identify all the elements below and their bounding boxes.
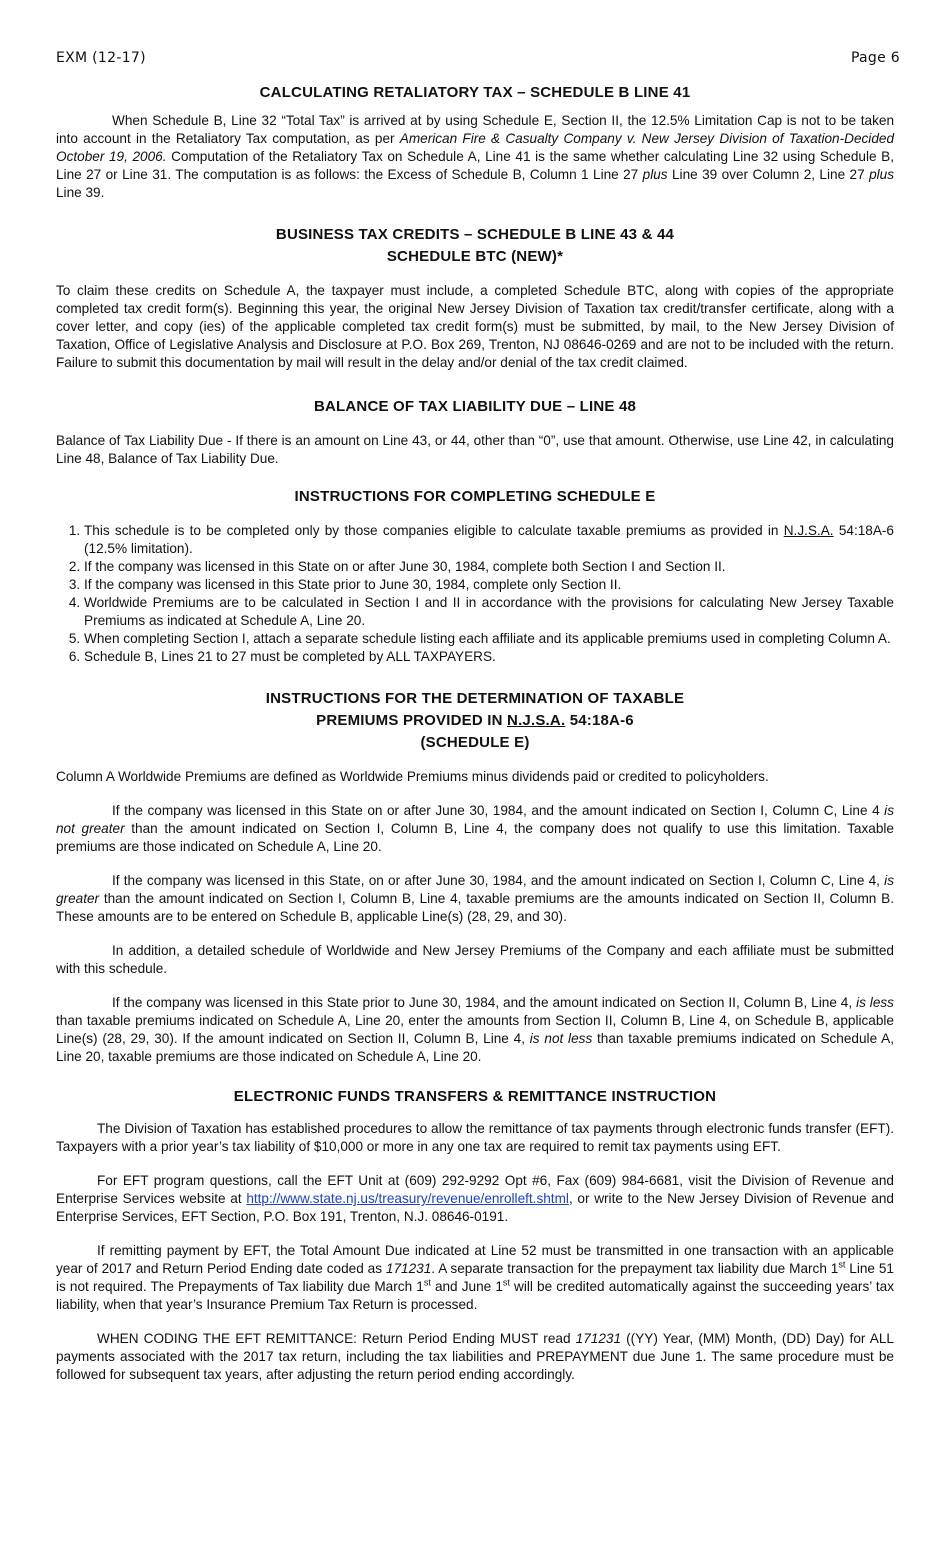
list-item	[84, 522, 894, 558]
item1-text-a: This schedule is to be completed only by those companies eligible to calculate taxable premiums as provided in	[84, 523, 784, 538]
item1-text-b: 54:18A-6 (12.5% limitation).	[84, 523, 894, 556]
eft-p3-sup-1: st	[838, 1259, 846, 1270]
form-id: EXM (12-17)	[56, 50, 146, 66]
list-item: 4. Worldwide Premiums are to be calculated in Section I and II in accordance with the provisions for calculating New Jersey Taxable Premiums as indicated at Schedule A, Line 20.	[84, 594, 894, 630]
list-item: 5. When completing Section I, attach a separate schedule listing each affiliate and its applicable premiums used in completing Column A.	[84, 630, 894, 648]
determination-heading	[56, 688, 894, 754]
page-number: Page 6	[850, 50, 900, 66]
balance-heading: BALANCE OF TAX LIABILITY DUE – LINE 48	[313, 398, 637, 415]
retaliatory-paragraph	[56, 112, 894, 202]
btc-heading-line1: BUSINESS TAX CREDITS – SCHEDULE B LINE 43 & 44	[275, 226, 675, 243]
determination-paragraph-4	[56, 994, 894, 1066]
item1-statute: N.J.S.A.	[783, 523, 834, 538]
determination-definition: Column A Worldwide Premiums are defined as Worldwide Premiums minus dividends paid or credited to policyholders.	[56, 769, 769, 784]
eft-p2-text-b: , or write to the New Jersey Division of Revenue and Enterprise Services, EFT Section, P.O. Box 191, Trenton, N.J. 08646-0191.	[56, 1191, 894, 1224]
retaliatory-case-name: American Fire & Casualty Company v. New Jersey Division of Taxation-Decided October 19, 2006.	[56, 131, 894, 164]
btc-paragraph: To claim these credits on Schedule A, the taxpayer must include, a completed Schedule BTC, along with copies of the appropriate completed tax credit form(s). Beginning this year, the original New Jersey Division of Taxation tax credit/transfer certificate, along with a cover letter, and copy (ies) of the applicable completed tax credit form(s) must be submitted, by mail, to the New Jersey Division of Taxation, Office of Legislative Analysis and Disclosure at P.O. Box 269, Trenton, NJ 08646-0269 and are not to be included with the return. Failure to submit this documentation by mail will result in the delay and/or denial of the tax credit claimed.	[56, 283, 894, 370]
retaliatory-plus-2: plus	[869, 167, 894, 182]
eft-heading: ELECTRONIC FUNDS TRANSFERS & REMITTANCE INSTRUCTION	[233, 1088, 717, 1105]
eft-paragraph-4	[56, 1330, 894, 1384]
eft-paragraph-1: The Division of Taxation has established procedures to allow the remittance of tax payments through electronic funds transfer (EFT). Taxpayers with a prior year’s tax liability of $10,000 or more in any one tax are required to remit tax payments using EFT.	[56, 1121, 894, 1154]
det-p4-text-a: If the company was licensed in this State prior to June 30, 1984, and the amount indicated on Section II, Column B, Line 4,	[112, 995, 857, 1010]
determination-heading-line2	[56, 710, 894, 732]
determination-heading-statute: N.J.S.A.	[507, 712, 566, 729]
retaliatory-text-c: Line 39 over Column 2, Line 27	[667, 167, 870, 182]
list-item: 6. Schedule B, Lines 21 to 27 must be completed by ALL TAXPAYERS.	[84, 648, 894, 666]
eft-p3-text-a: If remitting payment by EFT, the Total Amount Due indicated at Line 52 must be transmitted in one transaction with an applicable year of 2017 and Return Period Ending date coded as	[56, 1243, 894, 1276]
eft-p3-sup-3: st	[502, 1277, 510, 1288]
list-item: 3. If the company was licensed in this State prior to June 30, 1984, complete only Section II.	[84, 576, 894, 594]
eft-p3-text-d: and June 1	[430, 1279, 503, 1294]
btc-heading	[56, 224, 894, 268]
eft-website-link[interactable]: http://www.state.nj.us/treasury/revenue/enrolleft.shtml	[246, 1191, 569, 1206]
det-p2-emphasis: is greater	[56, 873, 894, 906]
det-p2-text-b: than the amount indicated on Section I, Column B, Line 4, taxable premiums are the amounts indicated on Section II, Column B. These amounts are to be entered on Schedule B, applicable Line(s) (28, 29, and 30).	[56, 891, 894, 924]
eft-paragraph-2	[56, 1172, 894, 1226]
det-p2-text-a: If the company was licensed in this State, on or after June 30, 1984, and the amount indicated on Section I, Column C, Line 4,	[112, 873, 885, 888]
det-p4-emphasis-2: is not less	[529, 1031, 593, 1046]
determination-heading-text-a: PREMIUMS PROVIDED IN	[316, 712, 508, 729]
determination-heading-line1: INSTRUCTIONS FOR THE DETERMINATION OF TAXABLE	[265, 690, 685, 707]
det-p1-text-a: If the company was licensed in this State on or after June 30, 1984, and the amount indicated on Section I, Column C, Line 4	[112, 803, 885, 818]
det-p1-emphasis: is not greater	[56, 803, 894, 836]
balance-paragraph: Balance of Tax Liability Due - If there is an amount on Line 43, or 44, other than “0”, use that amount. Otherwise, use Line 42, in calculating Line 48, Balance of Tax Liability Due.	[56, 433, 894, 466]
schedule-e-heading: INSTRUCTIONS FOR COMPLETING SCHEDULE E	[294, 488, 656, 505]
list-item: 2. If the company was licensed in this State on or after June 30, 1984, complete both Section I and Section II.	[84, 558, 894, 576]
determination-heading-line3: (SCHEDULE E)	[420, 734, 530, 751]
schedule-e-list	[56, 522, 894, 666]
retaliatory-text-a: When Schedule B, Line 32 “Total Tax” is arrived at by using Schedule E, Section II, the 12.5% Limitation Cap is not to be taken into account in the Retaliatory Tax computation, as per	[56, 113, 894, 146]
determination-paragraph-2	[56, 872, 894, 926]
retaliatory-text-d: Line 39.	[56, 185, 105, 200]
det-p1-text-b: than the amount indicated on Section I, Column B, Line 4, the company does not qualify to use this limitation. Taxable premiums are those indicated on Schedule A, Line 20.	[56, 821, 894, 854]
det-p4-text-b: than taxable premiums indicated on Schedule A, Line 20, enter the amounts from Section II, Column B, Line 4, on Schedule B, applicable Line(s) (28, 29, 30). If the amount indicated on Section II, Column B, Line 4,	[56, 1013, 894, 1046]
page-header	[56, 50, 900, 66]
eft-p4-text-b: ((YY) Year, (MM) Month, (DD) Day) for ALL payments associated with the 2017 tax return, including the tax liabilities and PREPAYMENT due June 1. The same procedure must be followed for subsequent tax years, after adjusting the return period ending accordingly.	[56, 1331, 894, 1382]
retaliatory-plus-1: plus	[642, 167, 668, 182]
eft-p3-sup-2: st	[423, 1277, 431, 1288]
det-p4-text-c: than taxable premiums indicated on Schedule A, Line 20, taxable premiums are those indicated on Schedule A, Line 20.	[56, 1031, 895, 1064]
btc-heading-line2: SCHEDULE BTC (NEW)*	[386, 248, 564, 265]
determination-heading-text-b: 54:18A-6	[565, 712, 634, 729]
eft-p4-text-a: WHEN CODING THE EFT REMITTANCE: Return Period Ending MUST read	[97, 1331, 576, 1346]
determination-paragraph-1	[56, 802, 894, 856]
eft-p3-period-code: 171231	[385, 1261, 432, 1276]
retaliatory-heading: CALCULATING RETALIATORY TAX – SCHEDULE B LINE 41	[259, 84, 691, 101]
det-p4-emphasis-1: is less	[856, 995, 894, 1010]
eft-p3-text-b: . A separate transaction for the prepayment tax liability due March 1	[431, 1261, 839, 1276]
determination-paragraph-3: In addition, a detailed schedule of Worldwide and New Jersey Premiums of the Company and each affiliate must be submitted with this schedule.	[56, 943, 894, 976]
retaliatory-text-b: Computation of the Retaliatory Tax on Schedule A, Line 41 is the same whether calculating Line 32 using Schedule B, Line 27 or Line 31. The computation is as follows: the Excess of Schedule B, Column 1 Line 27	[56, 149, 895, 182]
page	[56, 50, 900, 1384]
eft-p2-text-a: For EFT program questions, call the EFT Unit at (609) 292-9292 Opt #6, Fax (609) 984-6681, visit the Division of Revenue and Enterprise Services website at	[56, 1173, 894, 1206]
eft-p4-period-code: 171231	[575, 1331, 622, 1346]
eft-p3-text-e: will be credited automatically against the succeeding years’ tax liability, when that year’s Insurance Premium Tax Return is processed.	[56, 1279, 894, 1312]
eft-paragraph-3	[56, 1242, 894, 1314]
eft-p3-text-c: Line 51 is not required. The Prepayments of Tax liability due March 1	[56, 1261, 894, 1294]
